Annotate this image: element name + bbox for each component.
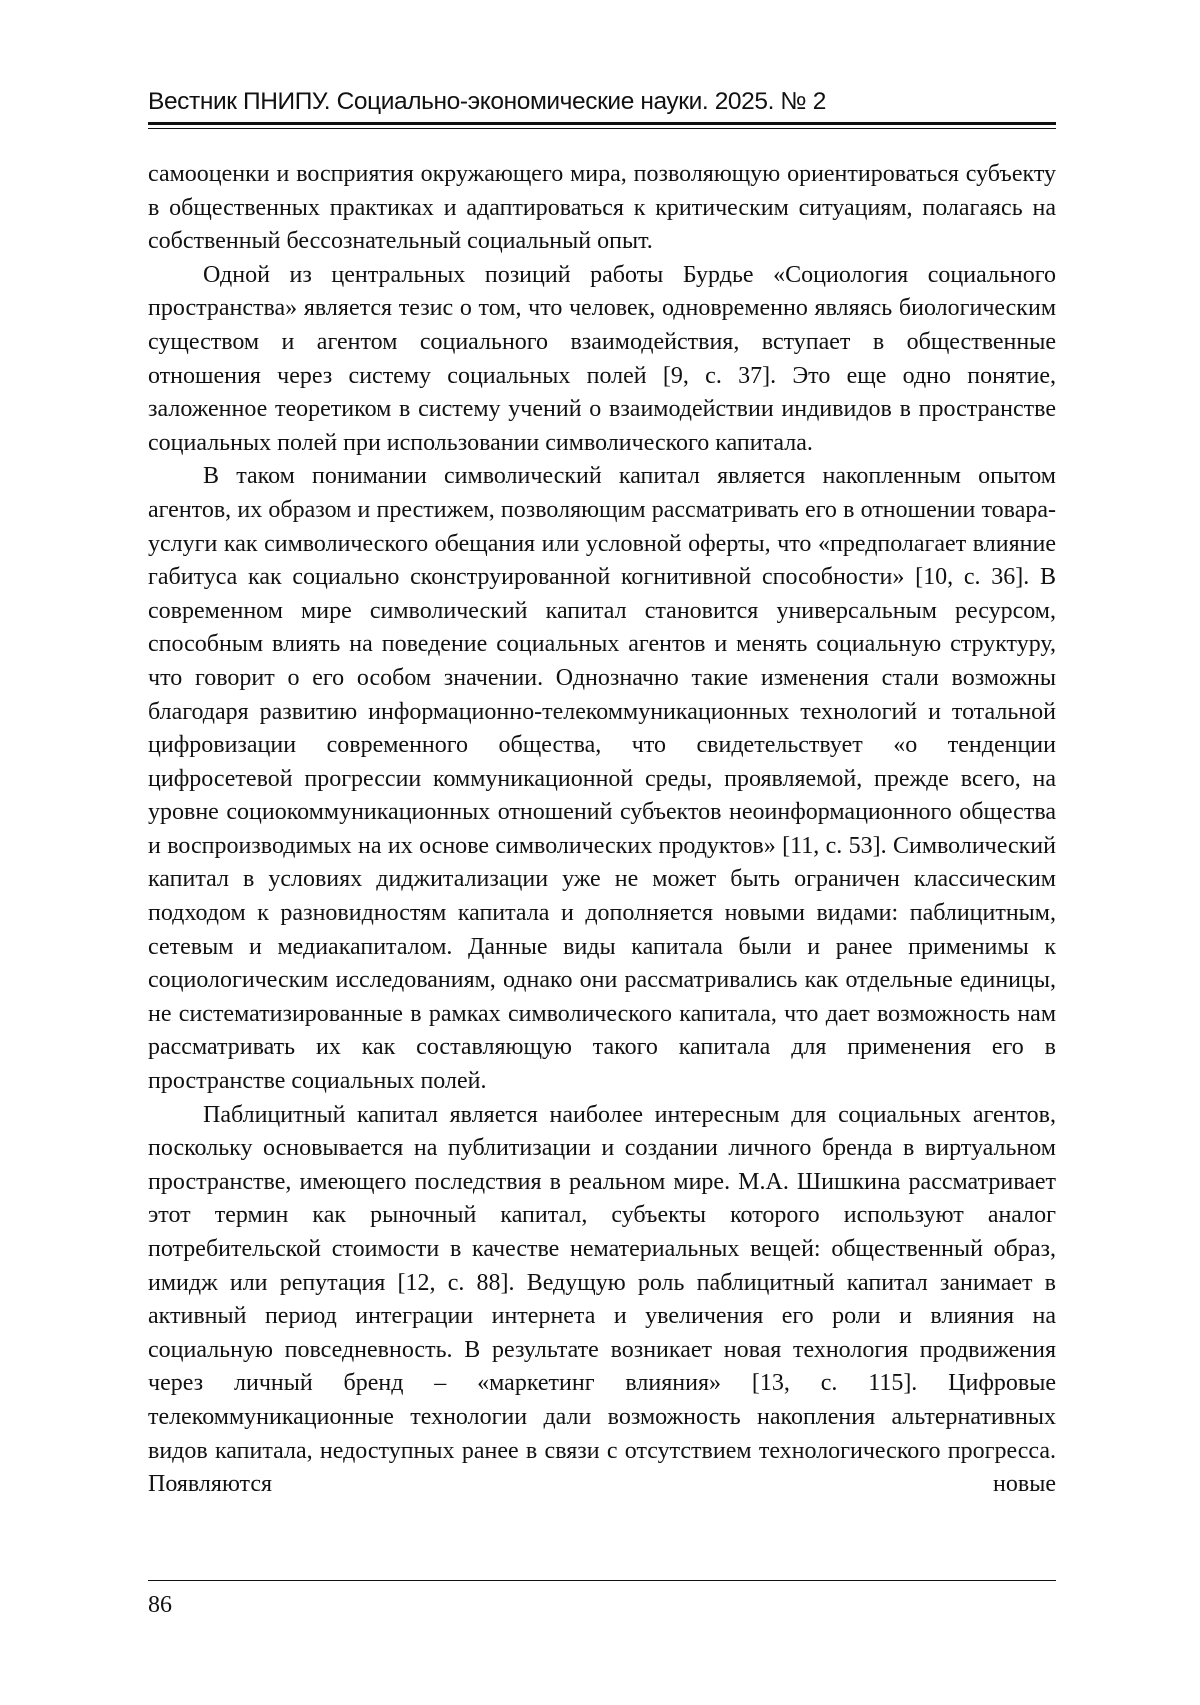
footer-rule xyxy=(148,1580,1056,1581)
paragraph-symbolic-capital: В таком понимании символический капитал является накопленным опытом агентов, их образом и престижем, позволяющим рассматривать его в отношении товара-услуги как символического обещания или условной оферты, что «предполагает влияние габитуса как социально сконструированной когнитивной способности» [10, с. 36]. В современном мире символический капитал становится универсальным ресурсом, способным влиять на поведение социальных агентов и менять социальную структуру, что говорит о его особом значении. Однозначно такие изменения стали возможны благодаря развитию информационно-телекоммуникационных технологий и тотальной цифровизации современного общества, что свидетельствует «о тенденции цифросетевой прогрессии коммуникационной среды, проявляемой, прежде всего, на уровне социокоммуникационных отношений субъектов неоинформационного общества и воспроизводимых на их основе символических продуктов» [11, с. 53]. Символический капитал в условиях диджитализации уже не может быть ограничен классическим подходом к разновидностям капитала и дополняется новыми видами: паблицитным, сетевым и медиакапиталом. Данные виды капитала были и ранее применимы к социологическим исследованиям, однако они рассматривались как отдельные единицы, не систематизированные в рамках символического капитала, что дает возможность нам рассматривать их как составляющую такого капитала для применения его в пространстве социальных полей. xyxy=(148,460,1056,1098)
page-number: 86 xyxy=(148,1590,172,1620)
paragraph-publicity-capital: Паблицитный капитал является наиболее интересным для социальных агентов, поскольку основывается на публитизации и создании личного бренда в виртуальном пространстве, имеющего последствия в реальном мире. М.А. Шишкина рассматривает этот термин как рыночный капитал, субъекты которого используют аналог потребительской стоимости в качестве нематериальных вещей: общественный образ, имидж или репутация [12, с. 88]. Ведущую роль паблицитный капитал занимает в активный период интеграции интернета и увеличения его роли и влияния на социальную повседневность. В результате возникает новая технология продвижения через личный бренд – «маркетинг влияния» [13, с. 115]. Цифровые телекоммуникационные технологии дали возможность накопления альтернативных видов капитала, недоступных ранее в связи с отсутствием технологического прогресса. Появляются новые xyxy=(148,1099,1056,1502)
running-header: Вестник ПНИПУ. Социально-экономические науки. 2025. № 2 xyxy=(148,86,1056,118)
header-rule-thin xyxy=(148,128,1056,129)
header-rule-thick xyxy=(148,122,1056,125)
paragraph-bourdieu-social-space: Одной из центральных позиций работы Бурдье «Социология социального пространства» является тезис о том, что человек, одновременно являясь биологическим существом и агентом социального взаимодействия, вступает в общественные отношения через систему социальных полей [9, с. 37]. Это еще одно понятие, заложенное теоретиком в систему учений о взаимодействии индивидов в пространстве социальных полей при использовании символического капитала. xyxy=(148,259,1056,461)
article-body xyxy=(148,158,1056,1502)
paragraph-continuation: самооценки и восприятия окружающего мира, позволяющую ориентироваться субъекту в общественных практиках и адаптироваться к критическим ситуациям, полагаясь на собственный бессознательный социальный опыт. xyxy=(148,158,1056,259)
